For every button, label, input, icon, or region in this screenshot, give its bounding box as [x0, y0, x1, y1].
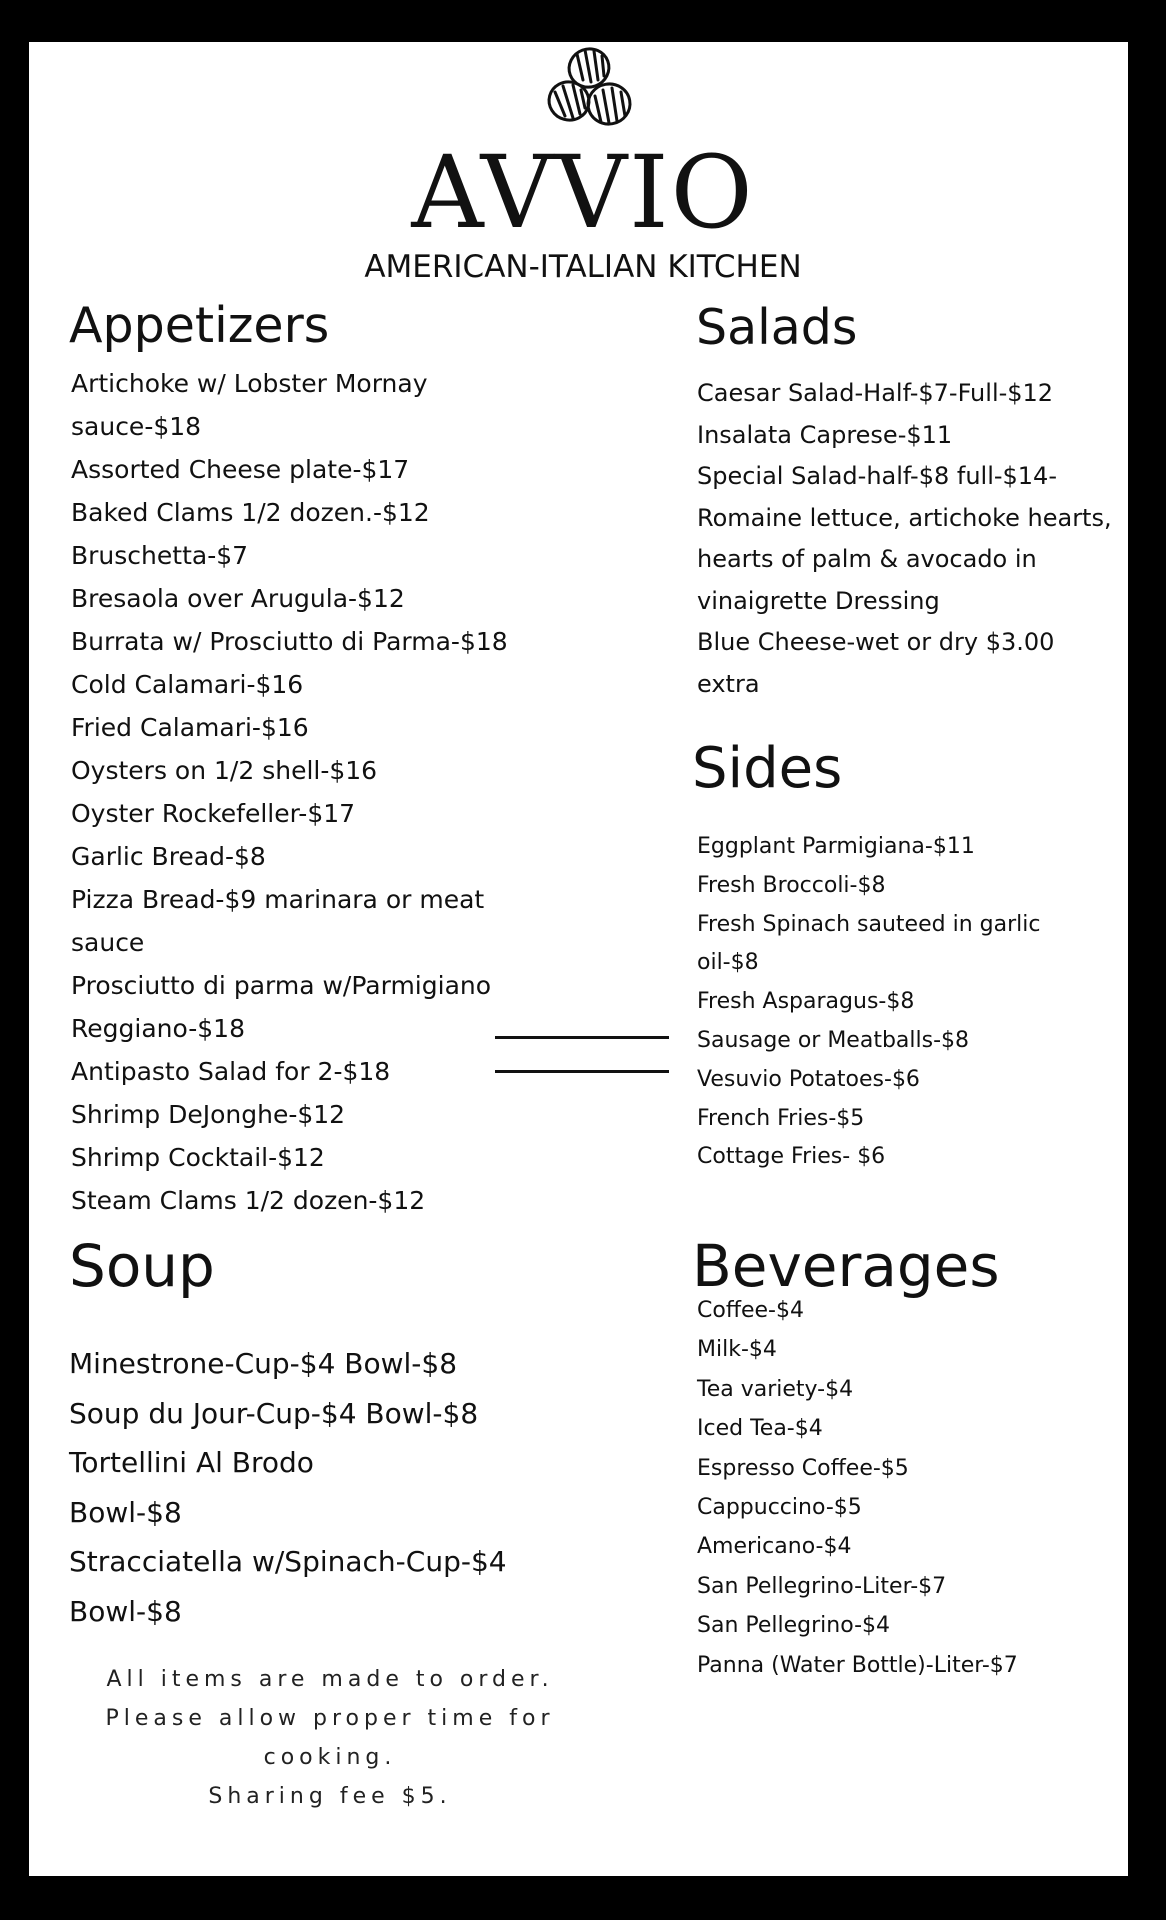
menu-item: San Pellegrino-$4 [697, 1613, 891, 1639]
menu-item: Burrata w/ Prosciutto di Parma-$18 [71, 627, 508, 656]
menu-item: French Fries-$5 [697, 1105, 865, 1131]
menu-item: extra [697, 669, 760, 698]
appetizers-list [71, 362, 508, 1222]
menu-item: Assorted Cheese plate-$17 [71, 455, 410, 484]
menu-item: sauce [71, 928, 145, 957]
menu-item: Fresh Broccoli-$8 [697, 872, 886, 898]
sides-list [697, 828, 1040, 1177]
menu-item: sauce-$18 [71, 412, 202, 441]
menu-item: Blue Cheese-wet or dry $3.00 [697, 628, 1055, 656]
menu-item: Bowl-$8 [69, 1495, 182, 1529]
menu-item: Shrimp Cocktail-$12 [71, 1143, 325, 1172]
menu-item: Caesar Salad-Half-$7-Full-$12 [697, 379, 1054, 407]
menu-item: Cappuccino-$5 [697, 1495, 862, 1521]
menu-item: Insalata Caprese-$11 [697, 420, 953, 449]
menu-item: Sausage or Meatballs-$8 [697, 1027, 970, 1053]
menu-item: Cottage Fries- $6 [697, 1144, 886, 1170]
salads-list [697, 373, 1112, 705]
menu-item: Coffee-$4 [697, 1298, 804, 1323]
menu-item: Americano-$4 [697, 1534, 852, 1560]
menu-item: Vesuvio Potatoes-$6 [697, 1066, 920, 1092]
restaurant-tagline: AMERICAN-ITALIAN KITCHEN [364, 249, 802, 285]
menu-item: Cold Calamari-$16 [71, 670, 304, 699]
menu-item: Eggplant Parmigiana-$11 [697, 834, 975, 859]
note-line: All items are made to order. [106, 1667, 554, 1692]
menu-item: Panna (Water Bottle)-Liter-$7 [697, 1652, 1018, 1678]
menu-item: Steam Clams 1/2 dozen-$12 [71, 1186, 426, 1215]
note-line: Sharing fee $5. [208, 1784, 452, 1809]
menu-item: Espresso Coffee-$5 [697, 1455, 909, 1481]
order-note [70, 1660, 590, 1816]
menu-item: Bowl-$8 [69, 1594, 182, 1628]
menu-item: Artichoke w/ Lobster Mornay [71, 369, 428, 398]
menu-item: Romaine lettuce, artichoke hearts, [697, 503, 1112, 532]
restaurant-name: AVVIO [411, 134, 755, 251]
menu-item: Special Salad-half-$8 full-$14- [697, 462, 1057, 490]
menu-item: Reggiano-$18 [71, 1014, 245, 1043]
menu-item: Tea variety-$4 [697, 1376, 854, 1402]
menu-item: Antipasto Salad for 2-$18 [71, 1057, 391, 1086]
menu-item: Oyster Rockefeller-$17 [71, 799, 356, 828]
menu-item: Oysters on 1/2 shell-$16 [71, 756, 378, 785]
menu-item: Fried Calamari-$16 [71, 713, 309, 742]
divider-line [495, 1036, 669, 1039]
divider-line [495, 1070, 669, 1073]
pasta-ravioli-icon [543, 44, 641, 132]
menu-item: Prosciutto di parma w/Parmigiano [71, 971, 492, 1000]
menu-item: Bresaola over Arugula-$12 [71, 584, 405, 613]
note-line: cooking. [263, 1745, 397, 1770]
menu-item: Bruschetta-$7 [71, 541, 249, 570]
menu-item: Minestrone-Cup-$4 Bowl-$8 [69, 1347, 458, 1380]
menu-item: vinaigrette Dressing [697, 586, 940, 615]
menu-item: Fresh Spinach sauteed in garlic [697, 911, 1041, 937]
beverages-list [697, 1291, 1018, 1685]
salads-heading: Salads [696, 299, 858, 356]
menu-item: Soup du Jour-Cup-$4 Bowl-$8 [69, 1396, 479, 1430]
menu-item: Tortellini Al Brodo [69, 1446, 314, 1480]
soup-list [69, 1339, 507, 1637]
menu-item: Milk-$4 [697, 1337, 777, 1363]
menu-item: Baked Clams 1/2 dozen.-$12 [71, 498, 430, 527]
note-line: Please allow proper time for [105, 1706, 555, 1731]
soup-heading: Soup [69, 1232, 215, 1300]
menu-item: San Pellegrino-Liter-$7 [697, 1573, 947, 1599]
menu-item: Pizza Bread-$9 marinara or meat [71, 885, 485, 914]
menu-item: Iced Tea-$4 [697, 1416, 823, 1442]
sides-heading: Sides [692, 736, 843, 801]
appetizers-heading: Appetizers [69, 297, 330, 354]
menu-item: hearts of palm & avocado in [697, 545, 1037, 573]
menu-item: Fresh Asparagus-$8 [697, 989, 915, 1015]
menu-item: oil-$8 [697, 950, 759, 976]
menu-item: Stracciatella w/Spinach-Cup-$4 [69, 1545, 507, 1579]
menu-item: Shrimp DeJonghe-$12 [71, 1100, 346, 1129]
beverages-heading: Beverages [692, 1232, 1000, 1300]
menu-item: Garlic Bread-$8 [71, 842, 266, 871]
